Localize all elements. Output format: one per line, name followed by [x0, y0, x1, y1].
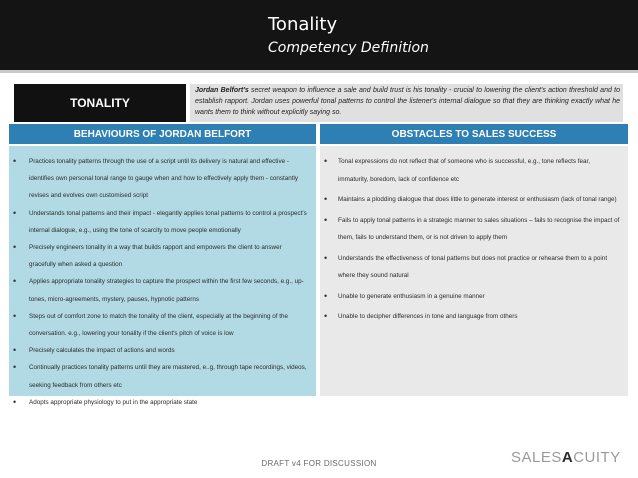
logo-text-mid: A: [561, 449, 574, 466]
obstacles-list: [320, 146, 628, 326]
topic-label: TONALITY: [14, 84, 186, 122]
header-divider: [0, 70, 638, 73]
behaviour-item: • Adopts appropriate physiology to put in the appropriate state: [18, 394, 310, 411]
behaviours-heading: BEHAVIOURS OF JORDAN BELFORT: [9, 124, 316, 144]
obstacle-item: • Understands the effectiveness of tonal patterns but does not practice or rehearse them to a point where they sound natural: [329, 250, 620, 285]
salesacuity-logo: [511, 449, 621, 466]
logo-text-right: CUITY: [573, 449, 621, 466]
obstacle-item: • Tonal expressions do not reflect that of someone who is successful, e.g., tone reflects fear, immaturity, boredom, lack of confidence etc: [329, 153, 620, 188]
behaviour-item: • Understands tonal patterns and their impact - elegantly applies tonal patterns to control a prospect's internal dialogue, e.g., using the tone of scarcity to move people emotionally: [18, 205, 310, 239]
obstacle-item: • Maintains a plodding dialogue that does little to generate interest or enthusiasm (lack of tonal range): [329, 191, 620, 209]
behaviour-item: • Precisely calculates the impact of actions and words: [18, 342, 310, 359]
obstacles-panel: [320, 146, 628, 396]
topic-description: [190, 84, 623, 122]
page-title: Tonality: [268, 14, 338, 35]
logo-text-left: SALES: [511, 449, 562, 466]
obstacle-item: • Unable to decipher differences in tone and language from others: [329, 308, 620, 326]
header-bar: [0, 0, 638, 70]
obstacle-item: • Unable to generate enthusiasm in a genuine manner: [329, 288, 620, 306]
behaviour-item: • Applies appropriate tonality strategies to capture the prospect within the first few seconds, e.g., up-tones, micro-agreements, mystery, pauses, hypnotic patterns: [18, 273, 310, 307]
topic-description-bold: Jordan Belfort's: [195, 87, 249, 94]
obstacles-heading: OBSTACLES TO SALES SUCCESS: [320, 124, 628, 144]
behaviours-panel: [9, 146, 316, 406]
behaviour-item: • Steps out of comfort zone to match the tonality of the client, especially at the beginning of the conversation. e.g., lowering your tonality if the client's pitch of voice is low: [18, 308, 310, 342]
topic-description-text: secret weapon to influence a sale and build trust is his tonality - crucial to lowering the client's action threshold and to establish rapport. Jordan uses powerful tonal patterns to control the listener's internal dialogue so that they are thinking exactly what he wants them to think without explicitly saying so.: [195, 87, 620, 116]
behaviour-item: • Practices tonality patterns through the use of a script until its delivery is natural and effective - identifies own personal tonal range to gauge when and how to effectively apply them - constantly revises and evolves own customised script: [18, 153, 310, 205]
draft-label: DRAFT v4 FOR DISCUSSION: [261, 459, 377, 468]
behaviour-item: • Continually practices tonality patterns until they are mastered, e..g, through tape recordings, videos, seeking feedback from others etc: [18, 359, 310, 393]
obstacle-item: • Fails to apply tonal patterns in a strategic manner to sales situations – fails to recognise the impact of them, fails to understand them, or is not driven to apply them: [329, 212, 620, 247]
behaviours-list: [9, 146, 316, 411]
page-subtitle: Competency Definition: [268, 40, 429, 56]
behaviour-item: • Precisely engineers tonality in a way that builds rapport and empowers the client to answer gracefully when asked a question: [18, 239, 310, 273]
